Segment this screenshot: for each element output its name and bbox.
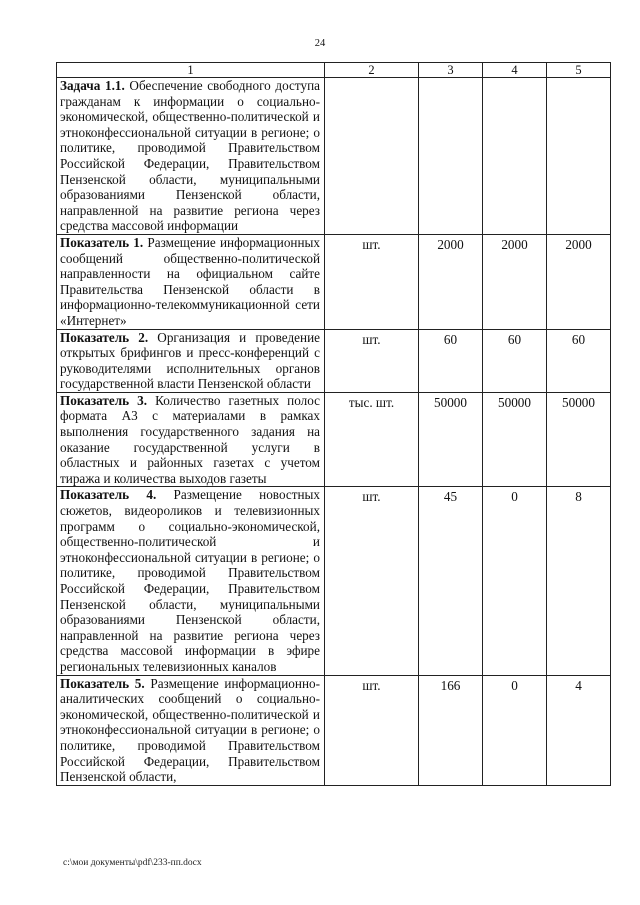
header-col-1: 1 [57,63,325,78]
row-label: Показатель 1. [60,234,144,250]
table-row [57,675,611,785]
row-value-col5: 60 [547,329,611,392]
row-label: Показатель 4. [60,487,157,503]
row-value-col4: 2000 [483,234,547,329]
row-value-col3: 45 [419,487,483,675]
row-text: Организация и проведение открытых брифингов и пресс-конференций с руководителями исполнительных органов государственной власти Пензенской области [60,329,320,392]
row-text: Размещение информационных сообщений общественно-политической направленности на официальном сайте Правительства Пензенской области в информационно-телекоммуникационной сети «Интернет» [60,234,321,328]
footer-file-path: c:\мои документы\pdf\233-пп.docx [63,858,202,868]
table-header-row [57,63,611,78]
row-label: Задача 1.1. [60,78,125,93]
row-value-col5: 2000 [547,234,611,329]
row-value-col3: 2000 [419,234,483,329]
row-label: Показатель 5. [60,675,145,691]
table-row [57,234,611,329]
table-row [57,487,611,675]
row-description [57,487,325,675]
row-value-col3 [419,78,483,235]
row-text: Количество газетных полос формата А3 с материалами в рамках выполнения государственного задания на оказание государственной услуги в областных и районных газетах с учетом тиража и количества выходов газеты [60,392,321,486]
row-text: Размещение информационно-аналитических сообщений о социально-экономической, общественно-политической и этноконфессиональной ситуации в регионе; о политике, проводимой Правительством Российской Федерации, Правительством Пензенской области, [60,675,320,785]
header-col-4: 4 [483,63,547,78]
row-description [57,392,325,487]
row-value-col4: 0 [483,487,547,675]
page-number: 24 [314,38,326,49]
row-label: Показатель 3. [60,392,148,408]
row-value-col4: 50000 [483,392,547,487]
row-value-col5 [547,78,611,235]
row-text: Обеспечение свободного доступа гражданам к информации о социально-экономической, общественно-политической и этноконфессиональной ситуации в регионе; о политике, проводимой Правительством Российской Федерации, Правительством Пензенской области, муниципальными образованиями Пензенской области, направленной на развитие региона через средства массовой информации [60,78,320,234]
row-text: Размещение новостных сюжетов, видеороликов и телевизионных программ о социально-экономической, общественно-политической и этноконфессиональной ситуации в регионе; о политике, проводимой Правительством Российской Федерации, Правительством Пензенской области, муниципальными образованиями Пензенской области, направленной на развитие региона через средства массовой информации в эфире региональных телевизионных каналов [60,487,320,674]
header-col-5: 5 [547,63,611,78]
row-value-col3: 166 [419,675,483,785]
row-unit: тыс. шт. [325,392,419,487]
header-col-3: 3 [419,63,483,78]
row-description [57,329,325,392]
row-description [57,78,325,235]
row-description [57,675,325,785]
row-value-col5: 50000 [547,392,611,487]
row-value-col5: 4 [547,675,611,785]
table-row [57,392,611,487]
row-label: Показатель 2. [60,329,149,345]
row-value-col5: 8 [547,487,611,675]
row-value-col3: 50000 [419,392,483,487]
header-col-2: 2 [325,63,419,78]
row-value-col3: 60 [419,329,483,392]
row-description [57,234,325,329]
row-unit: шт. [325,234,419,329]
table-row [57,329,611,392]
row-value-col4 [483,78,547,235]
row-unit: шт. [325,487,419,675]
table-row [57,78,611,235]
row-value-col4: 60 [483,329,547,392]
row-unit [325,78,419,235]
indicators-table [56,62,611,786]
row-unit: шт. [325,675,419,785]
row-value-col4: 0 [483,675,547,785]
row-unit: шт. [325,329,419,392]
